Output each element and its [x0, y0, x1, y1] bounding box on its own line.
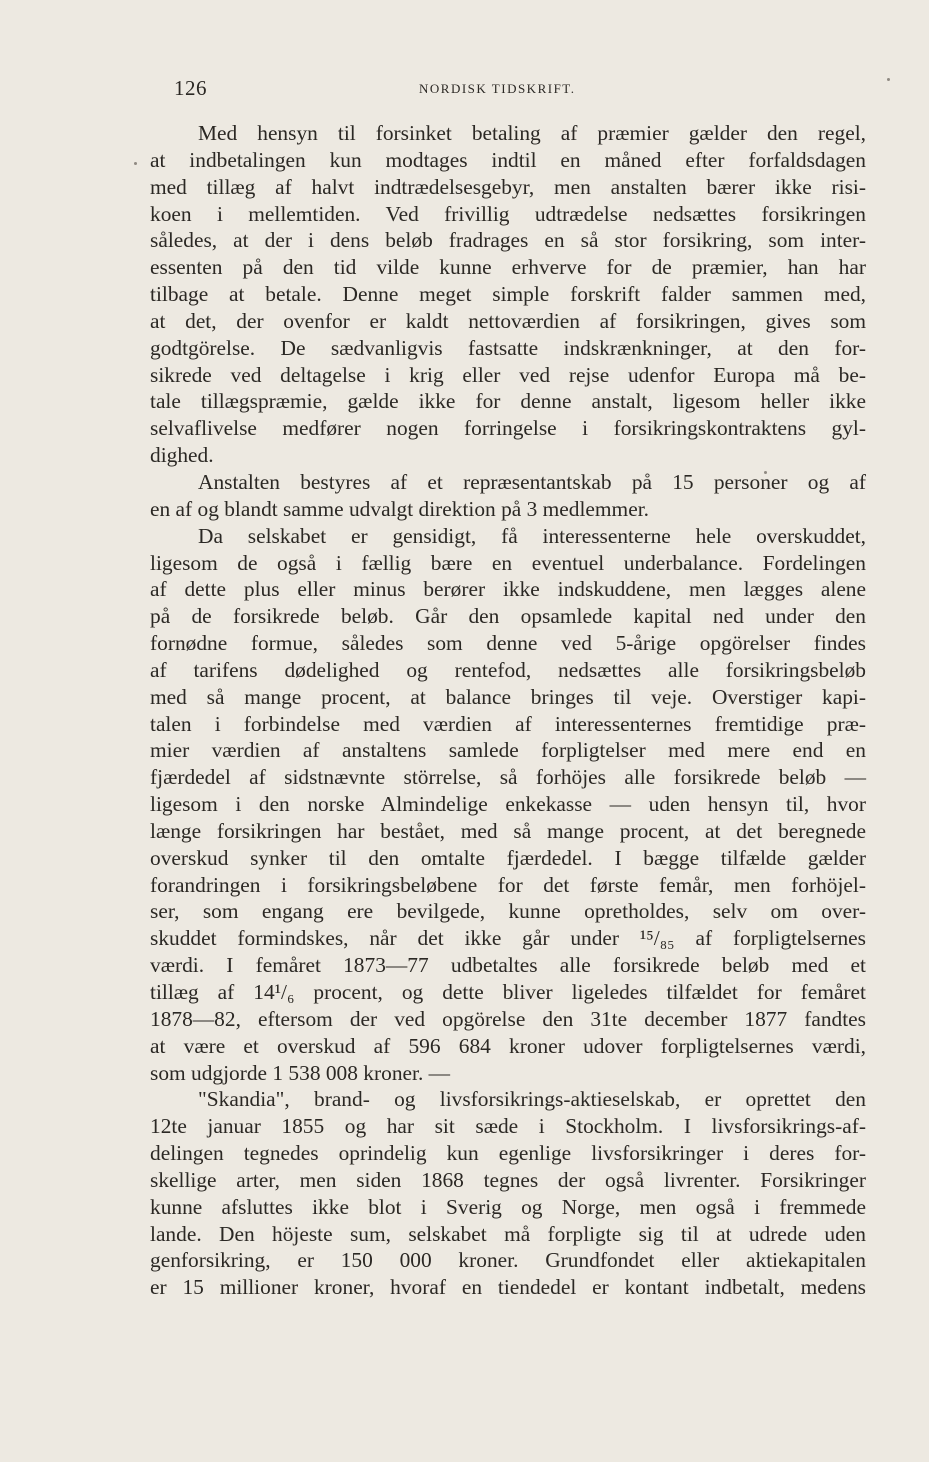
text-line: ligesom de også i fællig bære en eventuel underbalance. Fordelingen [150, 550, 866, 575]
text-line: essenten på den tid vilde kunne erhverve for de præmier, han har [150, 255, 866, 280]
text-line: er 15 millioner kroner, hvoraf en tiendedel er kontant indbetalt, medens [150, 1275, 866, 1300]
running-title: NORDISK TIDSKRIFT. [419, 81, 576, 96]
text-line: kunne afsluttes ikke blot i Sverig og Norge, men også i fremmede [150, 1194, 866, 1219]
text-line: tilbage at betale. Denne meget simple forskrift falder sammen med, [150, 282, 866, 307]
text-line: 12te januar 1855 og har sit sæde i Stockholm. I livsforsikrings-af- [150, 1114, 866, 1139]
text-line: dighed. [150, 443, 214, 468]
text-line: selvaflivelse medfører nogen forringelse i forsikringskontraktens gyl- [150, 416, 866, 441]
text-line: fornødne formue, således som denne ved 5-årige opgörelser findes [150, 631, 866, 656]
page-header [174, 76, 694, 106]
text-line: fjærdedel af sidstnævnte störrelse, så forhöjes alle forsikrede beløb — [150, 765, 866, 790]
text-line: tillæg af 14¹/₆ procent, og dette bliver ligeledes tilfældet for femåret [150, 980, 866, 1004]
page-number: 126 [174, 76, 207, 100]
text-line: med så mange procent, at balance bringes til veje. Overstiger kapi- [150, 684, 866, 709]
text-line: 1878—82, eftersom der ved opgörelse den 31te december 1877 fandtes [150, 1006, 866, 1031]
body-text [150, 120, 866, 1301]
text-line: lande. Den höjeste sum, selskabet må forpligte sig til at udrede uden [150, 1221, 866, 1246]
text-line: længe forsikringen har bestået, med så mange procent, at det beregnede [150, 818, 866, 843]
text-line: værdi. I femåret 1873—77 udbetaltes alle forsikrede beløb med et [150, 953, 866, 978]
text-line: at indbetalingen kun modtages indtil en måned efter forfaldsdagen [150, 147, 866, 172]
text-line: som udgjorde 1 538 008 kroner. — [150, 1060, 451, 1085]
text-line: ligesom i den norske Almindelige enkekasse — uden hensyn til, hvor [150, 792, 866, 817]
text-line: talen i forbindelse med værdien af interessenternes fremtidige præ- [150, 711, 866, 736]
text-line: overskud synker til den omtalte fjærdedel. I bægge tilfælde gælder [150, 845, 866, 870]
text-line: skuddet formindskes, når det ikke går under ¹⁵/₈₅ af forpligtelsernes [150, 926, 866, 951]
text-line: at det, der ovenfor er kaldt nettoværdien af forsikringen, gives som [150, 308, 866, 333]
text-line: en af og blandt samme udvalgt direktion på 3 medlemmer. [150, 496, 649, 521]
text-line: Med hensyn til forsinket betaling af præmier gælder den regel, [198, 121, 866, 145]
text-line: således, at der i dens beløb fradrages en så stor forsikring, som inter- [150, 228, 866, 253]
text-line: tale tillægspræmie, gælde ikke for denne anstalt, ligesom heller ikke [150, 389, 866, 414]
text-line: Anstalten bestyres af et repræsentantskab på 15 personer og af [198, 469, 866, 494]
text-line: at være et overskud af 596 684 kroner udover forpligtelsernes værdi, [150, 1033, 866, 1058]
text-line: forandringen i forsikringsbeløbene for det første femår, men forhöjel- [150, 872, 866, 897]
text-line: af tarifens dødelighed og rentefod, nedsættes alle forsikringsbeløb [150, 657, 866, 682]
text-line: på de forsikrede beløb. Går den opsamlede kapital ned under den [150, 604, 866, 629]
text-line: skellige arter, men siden 1868 tegnes der også livrenter. Forsikringer [150, 1167, 866, 1192]
margin-speck [134, 162, 137, 165]
text-line: mier værdien af anstaltens samlede forpligtelser med mere end en [150, 738, 866, 763]
text-line: med tillæg af halvt indtrædelsesgebyr, men anstalten bærer ikke risi- [150, 174, 866, 199]
text-line: delingen tegnedes oprindelig kun egenlige livsforsikringer i deres for- [150, 1141, 866, 1166]
margin-speck [887, 78, 890, 81]
text-line: ser, som engang ere bevilgede, kunne opretholdes, selv om over- [150, 899, 866, 924]
text-line: genforsikring, er 150 000 kroner. Grundfondet eller aktiekapitalen [150, 1248, 866, 1273]
text-line: af dette plus eller minus berører ikke indskuddene, men lægges alene [150, 577, 866, 602]
text-line: sikrede ved deltagelse i krig eller ved rejse udenfor Europa må be- [150, 362, 866, 387]
text-line: godtgörelse. De sædvanligvis fastsatte indskrænkninger, at den for- [150, 335, 866, 360]
text-line: "Skandia", brand- og livsforsikrings-aktieselskab, er oprettet den [198, 1087, 866, 1112]
text-line: koen i mellemtiden. Ved frivillig udtrædelse nedsættes forsikringen [150, 201, 866, 226]
text-line: Da selskabet er gensidigt, få interessenterne hele overskuddet, [198, 523, 866, 548]
